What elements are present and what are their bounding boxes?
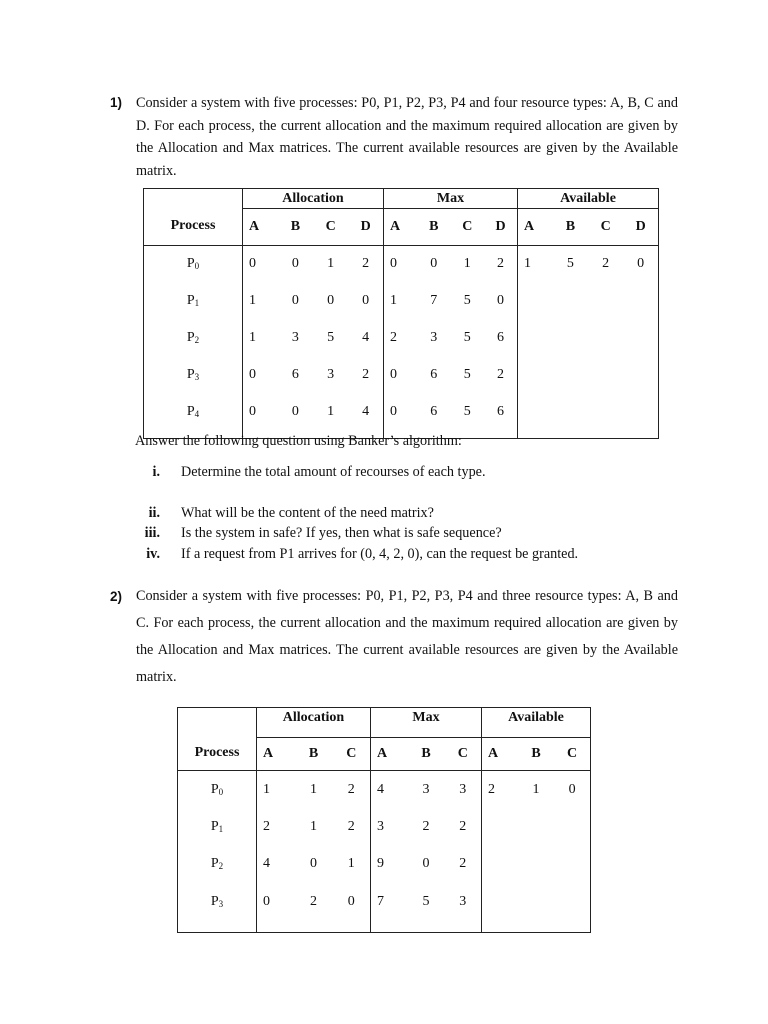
column-header-c: C xyxy=(313,209,348,246)
process-header: Process xyxy=(144,189,243,246)
allocation-cell: 2 xyxy=(362,367,370,382)
available-cell: 0 xyxy=(568,781,576,797)
available-cell xyxy=(518,357,553,394)
column-header-a: A xyxy=(482,738,518,771)
question-text: Consider a system with five processes: P0, P1, P2, P3, P4 and four resource types: A, B, C and D. For each process, the current allocation and the maximum required allocation are given by the Allocation and Max matrices. The current available resources are given by the Available matrix. xyxy=(136,95,678,179)
table-row xyxy=(144,246,659,283)
allocation-cell: 0 xyxy=(327,293,335,308)
max-cell: 2 xyxy=(459,856,467,872)
table-row xyxy=(144,357,659,394)
column-header-b: B xyxy=(553,209,588,246)
max-cell: 2 xyxy=(422,818,430,834)
available-header: Available xyxy=(482,708,591,738)
column-header-c: C xyxy=(445,738,482,771)
max-cell: 2 xyxy=(459,818,467,834)
max-cell: 6 xyxy=(430,404,438,419)
allocation-cell: 1 xyxy=(310,781,317,797)
column-header-b: B xyxy=(518,738,554,771)
available-cell: 5 xyxy=(566,256,574,272)
allocation-cell: 1 xyxy=(257,771,295,809)
available-cell xyxy=(482,846,518,884)
available-cell xyxy=(623,357,658,394)
allocation-cell: 3 xyxy=(291,330,299,345)
item-number: ii. xyxy=(148,505,160,521)
available-cell xyxy=(518,394,553,431)
allocation-cell: 1 xyxy=(243,320,278,357)
available-cell xyxy=(588,394,623,431)
column-header-c: C xyxy=(554,738,590,771)
available-cell xyxy=(588,357,623,394)
max-cell: 3 xyxy=(459,781,467,797)
max-cell: 7 xyxy=(371,883,408,921)
allocation-cell: 0 xyxy=(291,293,299,308)
column-header-d: D xyxy=(484,209,518,246)
process-cell: $P_1$ xyxy=(186,293,200,308)
item-number: iii. xyxy=(144,525,160,541)
available-cell: 1 xyxy=(518,246,553,283)
available-cell xyxy=(518,883,554,921)
allocation-cell: 0 xyxy=(347,893,355,909)
table-row xyxy=(178,808,591,846)
allocation-cell: 2 xyxy=(347,818,355,834)
table-row xyxy=(178,771,591,809)
allocation-cell: 1 xyxy=(327,256,335,272)
allocation-cell: 5 xyxy=(327,330,335,345)
process-cell: $P_1$ xyxy=(210,818,224,834)
allocation-cell: 3 xyxy=(327,367,335,382)
allocation-cell: 4 xyxy=(362,404,370,419)
max-cell: 0 xyxy=(497,293,505,308)
allocation-cell: 2 xyxy=(257,808,295,846)
max-cell: 5 xyxy=(463,330,471,345)
column-header-c: C xyxy=(333,738,371,771)
column-header-b: B xyxy=(295,738,333,771)
allocation-cell: 0 xyxy=(291,404,299,419)
available-cell xyxy=(554,808,590,846)
max-cell: 0 xyxy=(422,856,430,872)
process-cell: $P_3$ xyxy=(210,893,224,909)
process-cell: $P_4$ xyxy=(186,404,200,419)
available-cell xyxy=(588,283,623,320)
process-cell: $P_3$ xyxy=(186,367,200,382)
allocation-cell: 0 xyxy=(243,357,278,394)
max-cell: 2 xyxy=(497,256,505,272)
allocation-header: Allocation xyxy=(243,189,384,209)
available-cell xyxy=(623,283,658,320)
max-cell: 6 xyxy=(497,330,505,345)
available-cell: 1 xyxy=(532,781,540,797)
available-cell xyxy=(588,320,623,357)
allocation-max-table-1 xyxy=(143,188,659,439)
item-text: Is the system in safe? If yes, then what is safe sequence? xyxy=(181,525,502,541)
column-header-a: A xyxy=(243,209,278,246)
allocation-cell: 0 xyxy=(243,394,278,431)
question-text: Consider a system with five processes: P0, P1, P2, P3, P4 and three resource types: A, B and C. For each process, the current allocation and the maximum required allocation are given by the Allocation and Max matrices. The current available resources are given by the Available matrix. xyxy=(136,588,678,685)
table-row xyxy=(144,283,659,320)
max-cell: 2 xyxy=(384,320,418,357)
max-cell: 7 xyxy=(430,293,438,308)
question-number: 2) xyxy=(110,589,123,604)
column-header-c: C xyxy=(451,209,485,246)
column-header-a: A xyxy=(384,209,418,246)
question-1 xyxy=(112,92,678,182)
process-cell: $P_2$ xyxy=(186,330,200,345)
instruction-text: Answer the following question using Banker’s algorithm: xyxy=(135,433,462,449)
allocation-cell: 1 xyxy=(347,856,355,872)
table-row xyxy=(178,846,591,884)
allocation-cell: 0 xyxy=(310,856,317,872)
allocation-cell: 4 xyxy=(362,330,370,345)
allocation-cell: 2 xyxy=(362,256,370,272)
max-header: Max xyxy=(371,708,482,738)
allocation-cell: 6 xyxy=(291,367,299,382)
available-cell xyxy=(553,283,588,320)
column-header-d: D xyxy=(623,209,658,246)
max-cell: 1 xyxy=(384,283,418,320)
allocation-cell: 1 xyxy=(310,818,317,834)
max-cell: 1 xyxy=(463,256,471,272)
available-cell: 2 xyxy=(602,256,610,272)
available-cell xyxy=(554,846,590,884)
allocation-cell: 2 xyxy=(347,781,355,797)
question-2 xyxy=(112,583,678,691)
table-row xyxy=(144,394,659,431)
question-number: 1) xyxy=(110,95,123,110)
max-cell: 9 xyxy=(371,846,408,884)
process-cell: $P_2$ xyxy=(210,856,224,872)
column-header-b: B xyxy=(408,738,445,771)
column-header-a: A xyxy=(371,738,408,771)
allocation-cell: 4 xyxy=(257,846,295,884)
max-cell: 0 xyxy=(384,246,418,283)
column-header-d: D xyxy=(348,209,383,246)
available-cell: 2 xyxy=(482,771,518,809)
max-cell: 6 xyxy=(497,404,505,419)
process-header: Process xyxy=(178,708,257,771)
max-cell: 0 xyxy=(430,256,438,272)
available-cell xyxy=(623,320,658,357)
available-cell xyxy=(482,883,518,921)
table-row xyxy=(144,320,659,357)
column-header-c: C xyxy=(588,209,623,246)
process-cell: $P_0$ xyxy=(210,781,224,797)
max-cell: 3 xyxy=(459,893,467,909)
available-cell xyxy=(553,394,588,431)
max-cell: 0 xyxy=(384,357,418,394)
max-cell: 4 xyxy=(371,771,408,809)
max-cell: 5 xyxy=(463,404,471,419)
allocation-cell: 2 xyxy=(310,893,317,909)
max-cell: 6 xyxy=(430,367,438,382)
max-header: Max xyxy=(384,189,518,209)
max-cell: 5 xyxy=(463,367,471,382)
allocation-cell: 1 xyxy=(243,283,278,320)
available-cell xyxy=(482,808,518,846)
column-header-b: B xyxy=(417,209,451,246)
max-cell: 5 xyxy=(463,293,471,308)
column-header-a: A xyxy=(257,738,295,771)
max-cell: 5 xyxy=(422,893,430,909)
available-cell xyxy=(518,320,553,357)
available-cell xyxy=(554,883,590,921)
item-text: What will be the content of the need matrix? xyxy=(181,505,434,521)
allocation-cell: 0 xyxy=(291,256,299,272)
available-cell xyxy=(623,394,658,431)
available-cell xyxy=(518,808,554,846)
column-header-b: B xyxy=(278,209,313,246)
max-cell: 3 xyxy=(371,808,408,846)
item-number: i. xyxy=(152,464,160,480)
available-cell xyxy=(518,846,554,884)
allocation-cell: 0 xyxy=(243,246,278,283)
allocation-cell: 0 xyxy=(362,293,370,308)
item-text: If a request from P1 arrives for (0, 4, 2, 0), can the request be granted. xyxy=(181,546,579,562)
process-cell: $P_0$ xyxy=(186,256,200,272)
available-cell: 0 xyxy=(637,256,645,272)
allocation-cell: 1 xyxy=(327,404,335,419)
max-cell: 3 xyxy=(422,781,430,797)
allocation-cell: 0 xyxy=(257,883,295,921)
available-cell xyxy=(553,320,588,357)
table-row xyxy=(178,883,591,921)
available-cell xyxy=(553,357,588,394)
max-cell: 3 xyxy=(430,330,438,345)
item-number: iv. xyxy=(146,546,160,562)
max-cell: 0 xyxy=(384,394,418,431)
column-header-a: A xyxy=(518,209,553,246)
max-cell: 2 xyxy=(497,367,505,382)
item-text: Determine the total amount of recourses of each type. xyxy=(181,464,486,480)
available-header: Available xyxy=(518,189,659,209)
allocation-header: Allocation xyxy=(257,708,371,738)
allocation-max-table-2 xyxy=(177,707,591,933)
available-cell xyxy=(518,283,553,320)
